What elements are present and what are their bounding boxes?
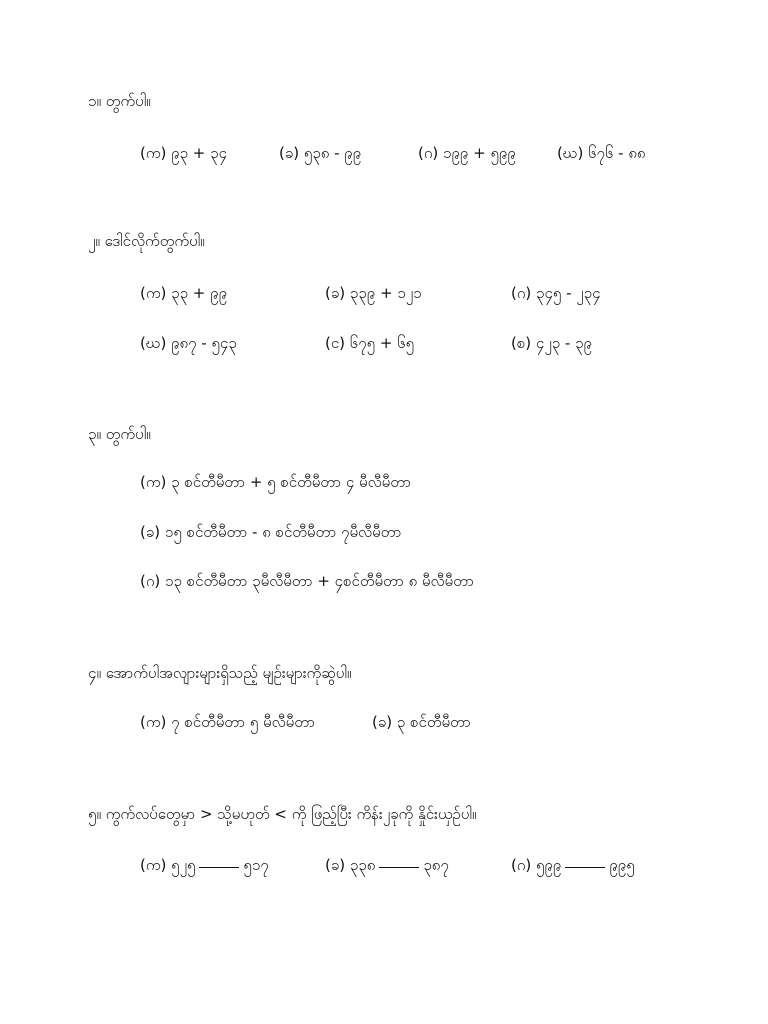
- section-1-item-a: (က) ၉၃ + ၃၄: [140, 144, 228, 162]
- section-2-title: ၂။ ဒေါင်လိုက်တွက်ပါ။: [88, 232, 205, 250]
- compare-left-b: (ခ) ၃၃၈: [325, 856, 376, 874]
- section-1-item-d: (ဃ) ၆၇၆ - ၈၈: [557, 144, 646, 162]
- compare-right-a: ၅၁၇: [243, 856, 269, 874]
- section-5-item-b: [325, 856, 449, 878]
- section-2-item-f: (စ) ၄၂၃ - ၃၉: [511, 334, 592, 352]
- section-3-title: ၃။ တွက်ပါ။: [88, 425, 151, 443]
- section-4-item-b: (ခ) ၃ စင်တီမီတာ: [372, 713, 471, 731]
- section-4-item-a: (က) ၇ စင်တီမီတာ ၅ မီလီမီတာ: [140, 713, 316, 731]
- section-5-item-a: [140, 856, 269, 878]
- section-1-item-b: (ခ) ၅၃၈ - ၉၉: [279, 144, 362, 162]
- section-3-item-c: (ဂ) ၁၃ စင်တီမီတာ ၃မီလီမီတာ + ၄စင်တီမီတာ ၈ မီလီမီတာ: [140, 572, 474, 590]
- compare-blank-a[interactable]: [199, 867, 239, 868]
- compare-blank-b[interactable]: [379, 867, 419, 868]
- compare-right-c: ၉၉၅: [609, 856, 635, 874]
- section-1-item-c: (ဂ) ၁၉၉ + ၅၉၉: [418, 144, 516, 162]
- section-1-title: ၁။ တွက်ပါ။: [88, 92, 151, 110]
- section-3-item-a: (က) ၃ စင်တီမီတာ + ၅ စင်တီမီတာ ၄ မီလီမီတာ: [140, 473, 412, 491]
- section-2-item-d: (ဃ) ၉၈၇ - ၅၄၃: [140, 334, 237, 352]
- section-4-title: ၄။ အောက်ပါအလျားများရှိသည့် မျဉ်းများကိုဆွဲပါ။: [88, 664, 352, 682]
- section-2-item-c: (ဂ) ၃၄၅ - ၂၃၄: [511, 284, 601, 302]
- section-2-item-e: (င) ၆၇၅ + ၆၅: [325, 334, 415, 352]
- compare-right-b: ၃၈၇: [423, 856, 449, 874]
- section-2-item-a: (က) ၃၃ + ၉၉: [140, 284, 228, 302]
- section-5-item-c: [511, 856, 635, 878]
- compare-left-c: (ဂ) ၅၉၉: [511, 856, 562, 874]
- section-2-item-b: (ခ) ၃၃၉ + ၁၂၁: [325, 284, 422, 302]
- compare-left-a: (က) ၅၂၅: [140, 856, 196, 874]
- section-5-title: ၅။ ကွက်လပ်တွေမှာ > သို့မဟုတ် < ကို ဖြည့်ပြီး ကိန်း၂ခုကို နှိုင်းယှဉ်ပါ။: [88, 805, 477, 823]
- compare-blank-c[interactable]: [565, 867, 605, 868]
- section-3-item-b: (ခ) ၁၅ စင်တီမီတာ - ၈ စင်တီမီတာ ၇မီလီမီတာ: [140, 523, 402, 541]
